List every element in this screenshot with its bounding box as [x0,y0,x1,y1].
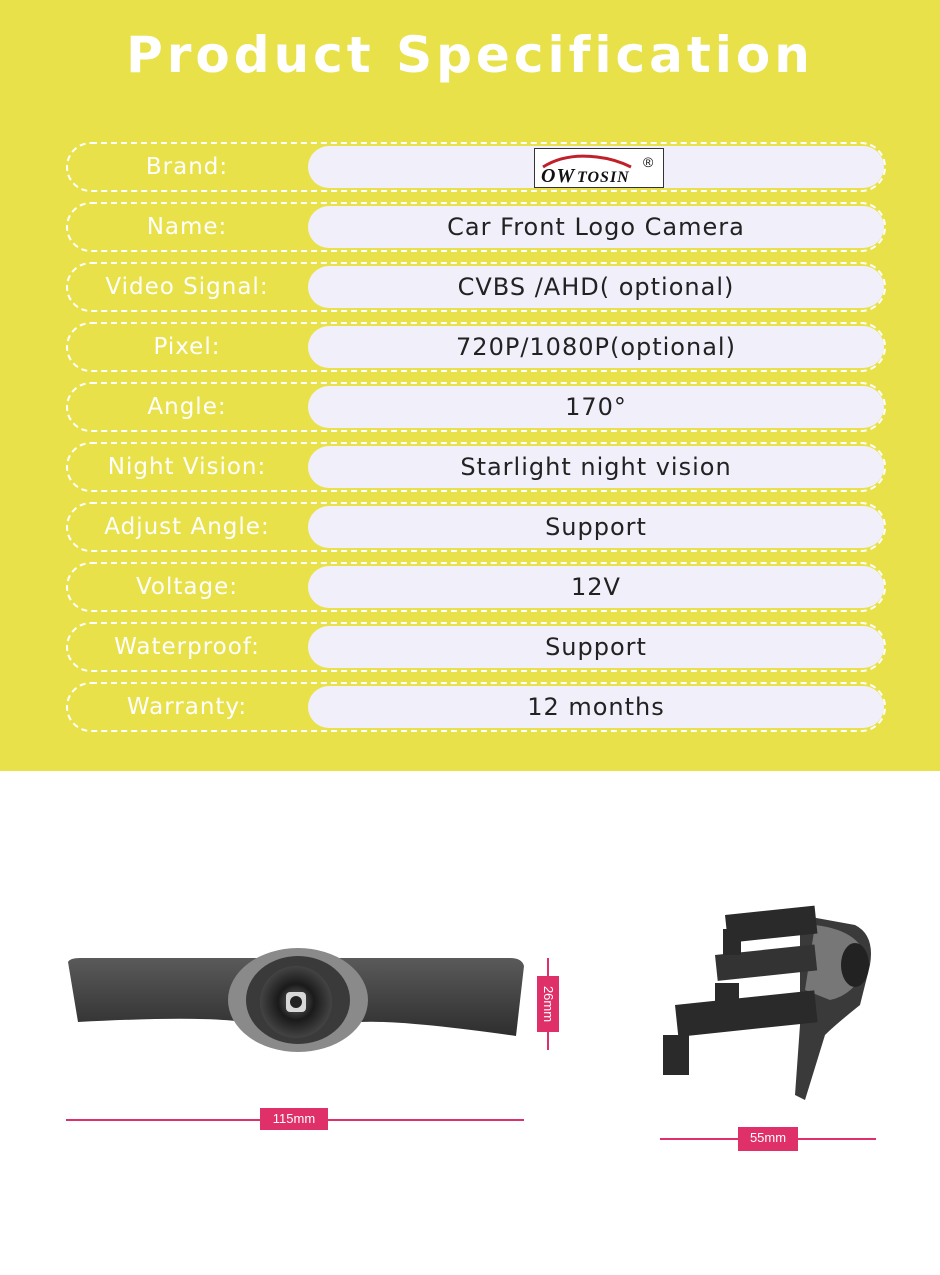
spec-row [66,382,886,432]
spec-label: Adjust Angle: [104,514,270,540]
spec-row [66,622,886,672]
spec-label: Voltage: [135,574,239,600]
spec-label: Brand: [145,154,229,180]
spec-row [66,262,886,312]
spec-value: CVBS /AHD( optional) [308,266,884,308]
spec-label: Night Vision: [107,454,267,480]
brand-logo-ow: OW [541,165,576,187]
spec-label: Waterproof: [114,634,260,660]
spec-row [66,562,886,612]
spec-value: Support [308,626,884,668]
spec-label: Warranty: [126,694,248,720]
spec-label: Angle: [147,394,227,420]
spec-row [66,502,886,552]
brand-logo-reg: ® [643,154,655,170]
spec-value: Starlight night vision [308,446,884,488]
spec-value [308,146,884,188]
spec-value: 12V [308,566,884,608]
spec-label: Name: [146,214,228,240]
brand-logo-tosin: TOSIN [577,169,630,186]
spec-value: 170° [308,386,884,428]
spec-row-brand [66,142,886,192]
spec-value: 12 months [308,686,884,728]
page-title: Product Specification [126,26,814,84]
width-dimension-label: 115mm [260,1108,328,1130]
camera-front-image [60,930,530,1060]
spec-value: 720P/1080P(optional) [308,326,884,368]
spec-label: Pixel: [153,334,221,360]
spec-row [66,202,886,252]
spec-label: Video Signal: [105,274,269,300]
spec-value: Car Front Logo Camera [308,206,884,248]
spec-row [66,442,886,492]
height-dimension-label: 26mm [541,985,556,1023]
brand-logo [534,148,664,188]
depth-dimension-label: 55mm [738,1127,798,1151]
spec-row [66,682,886,732]
height-dimension-tag [537,976,559,1032]
spec-value: Support [308,506,884,548]
spec-row [66,322,886,372]
camera-side-image [655,895,885,1110]
